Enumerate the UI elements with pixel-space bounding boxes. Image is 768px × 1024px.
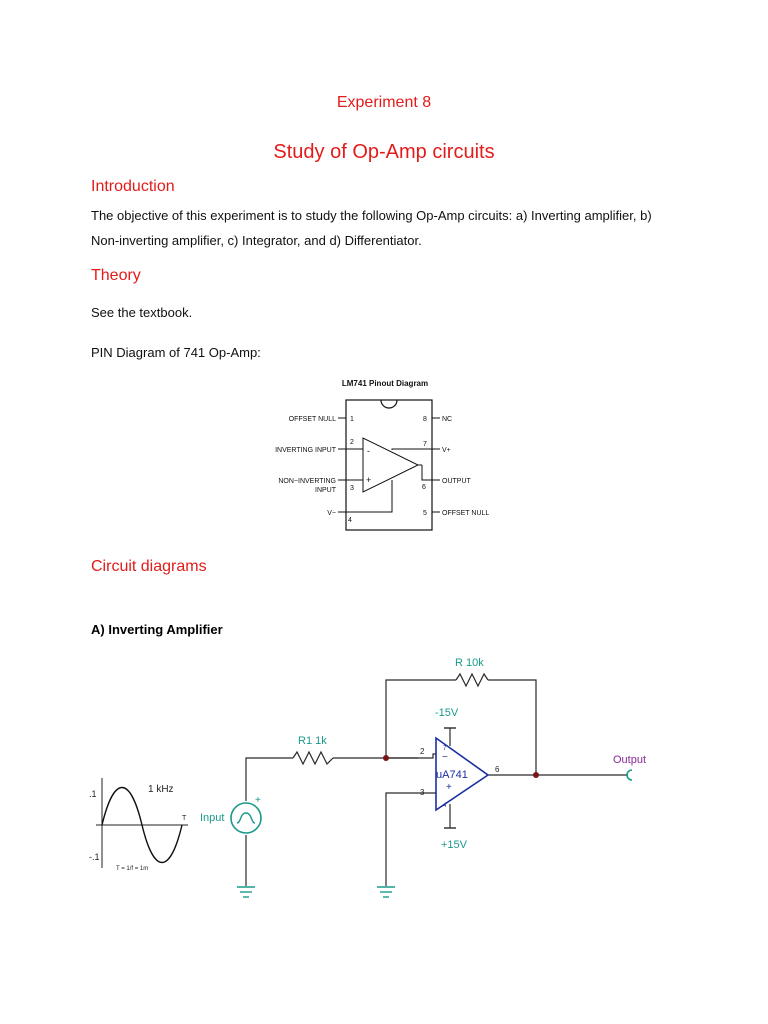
introduction-line-2: Non-inverting amplifier, c) Integrator, and d) Differentiator. — [91, 233, 422, 248]
pin-1-label: OFFSET NULL — [288, 416, 336, 423]
input-ground-icon — [237, 887, 255, 897]
output-terminal-icon — [627, 770, 632, 780]
introduction-line-1: The objective of this experiment is to study the following Op-Amp circuits: a) Inverting amplifier, b) — [91, 208, 652, 223]
pin-6-number: 6 — [422, 484, 426, 491]
pin-7-number: 7 — [423, 441, 427, 448]
opamp-pin-3: 3 — [420, 788, 425, 797]
pin-3-label-line-1: NON−INVERTING — [278, 478, 336, 485]
input-resistor-label: R1 1k — [298, 735, 327, 747]
pin-2-number: 2 — [350, 439, 354, 446]
opamp-inverting-sign: − — [442, 752, 448, 763]
inverting-sign: - — [367, 446, 370, 456]
waveform-y-negative: -.1 — [89, 852, 100, 862]
input-resistor — [293, 752, 333, 764]
input-top-wire — [246, 758, 293, 801]
ac-source-icon — [231, 803, 261, 833]
noninverting-ground-icon — [377, 887, 395, 897]
pin-8-number: 8 — [423, 416, 427, 423]
experiment-title: Experiment 8 — [336, 94, 432, 111]
lm741-pinout-diagram — [270, 376, 500, 536]
pin-8-label: NC — [442, 416, 453, 423]
pin-6-label: OUTPUT — [442, 478, 471, 485]
introduction-heading: Introduction — [91, 178, 175, 195]
pin-5-label: OFFSET NULL — [442, 510, 490, 517]
feedback-resistor — [456, 674, 488, 686]
inverting-amplifier-subheading: A) Inverting Amplifier — [91, 622, 223, 637]
pinout-title: LM741 Pinout Diagram — [341, 379, 429, 388]
pin-7-label: V+ — [442, 447, 451, 454]
output-node-dot — [533, 772, 539, 778]
opamp-pin-7: 7 — [443, 746, 447, 752]
input-label: Input — [200, 812, 225, 824]
output-label: Output — [613, 754, 647, 766]
pin-3-number: 3 — [350, 485, 354, 492]
inverting-amplifier-schematic — [88, 650, 668, 910]
input-waveform-inset — [89, 778, 188, 872]
feedback-right-wire — [488, 680, 536, 775]
textbook-note: See the textbook. — [91, 305, 193, 320]
negative-supply-label: -15V — [435, 707, 459, 719]
pin-4-label: V− — [327, 510, 336, 517]
opamp-pin-2: 2 — [420, 747, 425, 756]
pin-diagram-caption: PIN Diagram of 741 Op-Amp: — [91, 345, 261, 360]
noninverting-sign: + — [366, 475, 372, 485]
pin-4-number: 4 — [348, 517, 352, 524]
circuit-diagrams-heading: Circuit diagrams — [91, 558, 207, 575]
inverting-node-dot — [383, 755, 389, 761]
opamp-pin-6: 6 — [495, 765, 500, 774]
noninverting-input-wire — [386, 793, 436, 886]
pin-3-label-line-2: INPUT — [315, 487, 336, 494]
pin-1-number: 1 — [350, 416, 354, 423]
feedback-resistor-label: R 10k — [455, 657, 484, 669]
positive-supply-label: +15V — [441, 839, 467, 851]
opamp-label: uA741 — [436, 769, 468, 781]
waveform-period-marker: T — [182, 815, 187, 822]
source-plus-sign: + — [255, 795, 261, 806]
waveform-frequency: 1 kHz — [148, 784, 174, 795]
waveform-period-label: T = 1/f = 1m — [116, 866, 149, 872]
waveform-y-positive: .1 — [89, 789, 97, 799]
main-title: Study of Op-Amp circuits — [273, 141, 495, 163]
pin-2-label: INVERTING INPUT — [275, 447, 336, 454]
opamp-noninverting-sign: + — [446, 782, 452, 793]
pin-5-number: 5 — [423, 510, 427, 517]
theory-heading: Theory — [91, 267, 141, 284]
opamp-pin-4: 4 — [443, 803, 447, 809]
inverting-input-wire — [386, 754, 436, 758]
